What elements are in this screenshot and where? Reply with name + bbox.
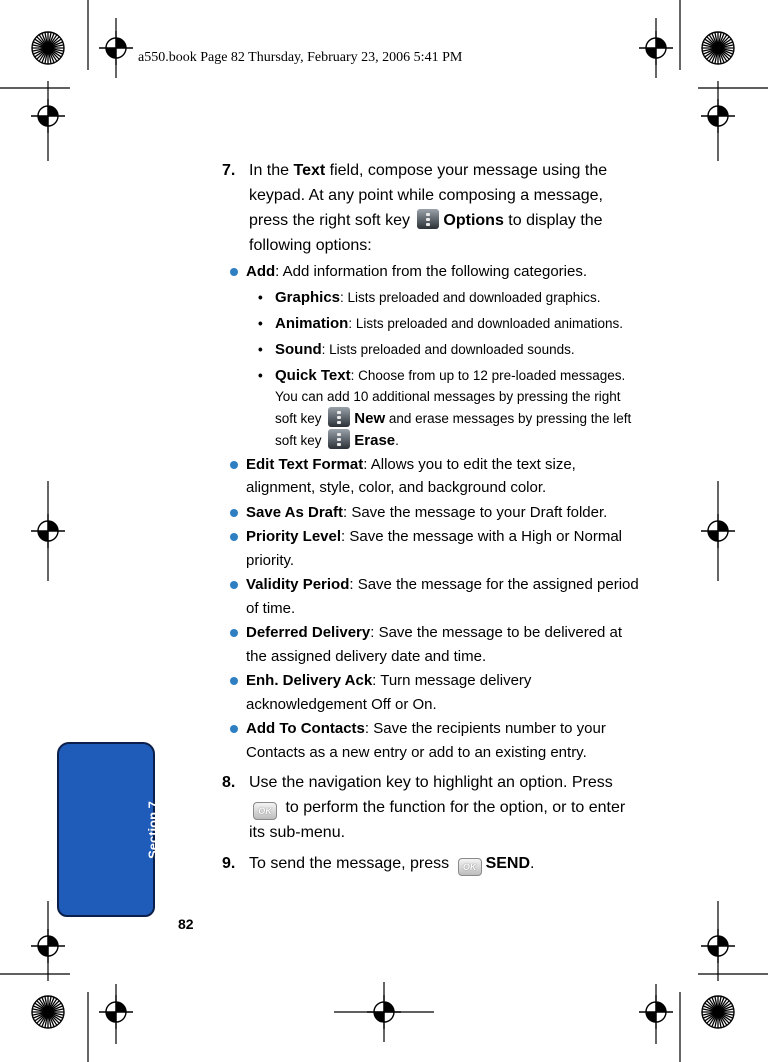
bullet-icon <box>230 461 238 469</box>
bullet-icon <box>230 629 238 637</box>
right-soft-key-icon <box>417 209 439 229</box>
option-validity-period: Validity Period: Save the message for the assigned period of time. <box>220 573 644 620</box>
ok-key-icon: OK <box>458 858 482 876</box>
option-save-as-draft: Save As Draft: Save the message to your Draft folder. <box>220 501 644 525</box>
bullet-icon <box>230 509 238 517</box>
field-text-label: Text <box>293 162 326 179</box>
section-tab <box>57 742 155 917</box>
page-content <box>220 158 644 876</box>
bullet-icon <box>230 581 238 589</box>
option-priority-level: Priority Level: Save the message with a High or Normal priority. <box>220 525 644 572</box>
step-number: 8. <box>222 774 236 791</box>
step-9: 9. To send the message, press OK SEND. <box>220 851 644 876</box>
erase-label: Erase <box>354 431 396 449</box>
suboption-animation: • Animation: Lists preloaded and downloaded animations. <box>258 314 624 332</box>
bullet-icon <box>230 677 238 685</box>
bullet-icon <box>230 533 238 541</box>
left-soft-key-icon <box>328 429 350 449</box>
step-number: 9. <box>222 855 236 872</box>
new-label: New <box>354 409 386 427</box>
options-label: Options <box>443 212 504 229</box>
send-label: SEND <box>485 855 531 872</box>
option-enh-delivery-ack: Enh. Delivery Ack: Turn message delivery acknowledgement Off or On. <box>220 669 644 716</box>
bullet-icon <box>230 268 238 276</box>
option-edit-text-format: Edit Text Format: Allows you to edit the text size, alignment, style, color, and background color. <box>220 453 644 500</box>
suboption-graphics: • Graphics: Lists preloaded and downloaded graphics. <box>258 288 601 306</box>
section-label: Section 7 <box>145 801 161 859</box>
step-number: 7. <box>222 162 236 179</box>
suboption-quick-text: • Quick Text: Choose from up to 12 pre-loaded messages. You can add 10 additional messages by pressing the right soft key New and erase messages by pressing the left soft key Erase. <box>258 366 632 449</box>
page-number: 82 <box>178 916 194 932</box>
right-soft-key-icon <box>328 407 350 427</box>
print-header-slug: a550.book Page 82 Thursday, February 23, 2006 5:41 PM <box>138 50 463 65</box>
step-8: 8. Use the navigation key to highlight an option. Press OK to perform the function for the option, or to enter its sub-menu. <box>220 770 644 845</box>
bullet-icon <box>230 725 238 733</box>
option-add-to-contacts: Add To Contacts: Save the recipients number to your Contacts as a new entry or add to an existing entry. <box>220 717 644 764</box>
suboption-sound: • Sound: Lists preloaded and downloaded sounds. <box>258 340 575 358</box>
step-7: 7. In the Text field, compose your message using the keypad. At any point while composing a message, press the right soft key Options to display the following options: <box>220 158 644 258</box>
ok-key-icon: OK <box>253 802 277 820</box>
option-deferred-delivery: Deferred Delivery: Save the message to be delivered at the assigned delivery date and time. <box>220 621 644 668</box>
option-add: Add: Add information from the following categories. <box>220 260 644 284</box>
